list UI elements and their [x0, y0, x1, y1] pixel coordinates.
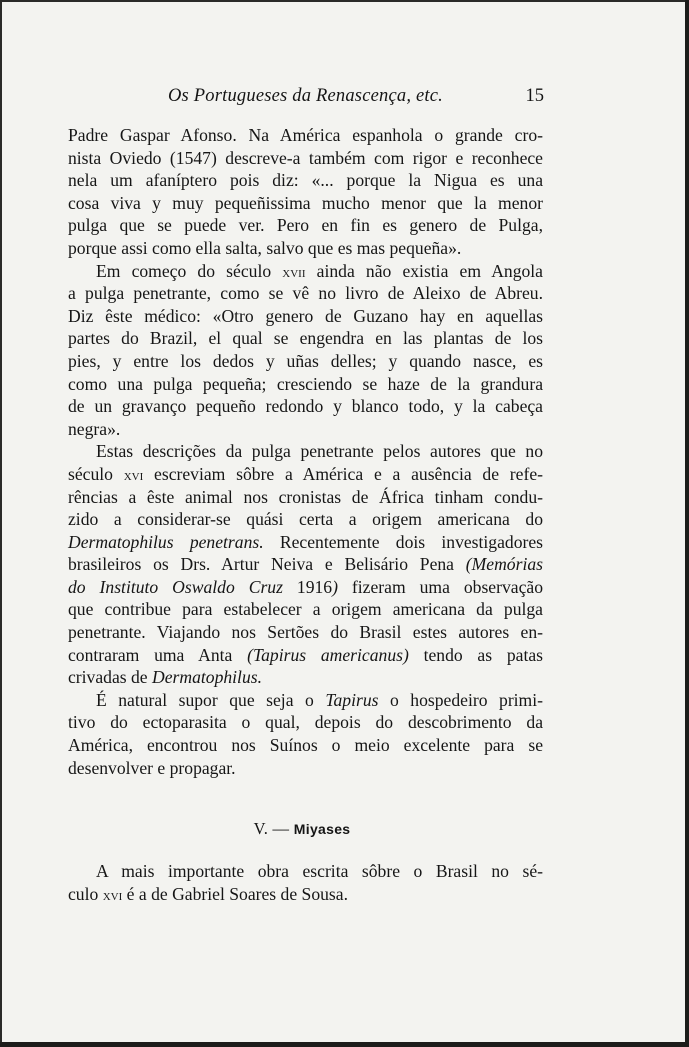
section-heading [2, 819, 602, 839]
text-line: partes do Brazil, el qual se engendra en las plantas de los [68, 328, 543, 349]
text-line: América, encontrou nos Suínos o meio excelente para se [68, 735, 543, 756]
text-span: tendo as patas [408, 644, 543, 665]
century-numeral: xvii [282, 264, 306, 281]
text-span: contraram uma Anta [68, 644, 248, 665]
text-line: pies, y entre los dedos y uñas delles; y quando nasce, es [68, 350, 543, 371]
text-span: culo [68, 883, 103, 904]
text-line [68, 666, 543, 689]
text-line: rências a êste animal nos cronistas de África tinham condu- [68, 486, 543, 507]
text-line: nista Oviedo (1547) descreve-a também com rigor e reconhece [68, 147, 543, 168]
text-line: porque assi como ella salta, salvo que es mas pequeña». [68, 237, 462, 258]
text-line [68, 576, 543, 599]
text-span: ainda não existia em Angola [305, 260, 543, 281]
text-line: cosa viva y muy pequeñissima mucho menor que la menor [68, 192, 543, 213]
text-line [68, 463, 543, 486]
citation-year: 1916 [282, 576, 333, 597]
text-line: a pulga penetrante, como se vê no livro de Aleixo de Abreu. [68, 283, 543, 304]
text-line: Diz êste médico: «Otro genero de Guzano hay en aquellas [68, 305, 543, 326]
text-span: o hospedeiro primi- [378, 689, 543, 710]
species-name: Tapirus [325, 689, 379, 710]
species-name: (Tapirus americanus) [247, 644, 409, 665]
species-name: Dermatophilus penetrans. [68, 531, 264, 552]
text-span: escreviam sôbre a América e a ausência de refe- [143, 463, 543, 484]
scan-edge-bottom [0, 1042, 689, 1047]
text-line [68, 689, 543, 712]
text-line: que contribue para estabelecer a origem americana da pulga [68, 599, 543, 620]
text-line: desenvolver e propagar. [68, 757, 236, 778]
text-span: Em começo do século [96, 260, 283, 281]
text-line: tivo do ectoparasita o qual, depois do descobrimento da [68, 712, 543, 733]
text-line: Estas descrições da pulga penetrante pelos autores que no [96, 441, 543, 462]
text-span: Recentemente dois investigadores [263, 531, 544, 552]
text-span: é a de Gabriel Soares de Sousa. [122, 883, 348, 904]
book-page [2, 2, 685, 1042]
running-head [64, 86, 544, 116]
text-span: ) [332, 576, 338, 597]
citation-title: (Memórias [465, 554, 543, 575]
text-line [68, 260, 543, 283]
section-text-block [68, 860, 543, 905]
century-numeral: xvi [123, 467, 144, 484]
species-name: Dermatophilus. [152, 667, 262, 688]
citation-title: do Instituto Oswaldo Cruz [68, 576, 283, 597]
section-title: Miyases [293, 821, 351, 837]
text-span: crivadas de [68, 667, 153, 688]
text-line: zido a considerar-se quási certa a origem americana do [68, 509, 543, 530]
main-text-block [68, 124, 543, 779]
text-line [68, 553, 543, 576]
text-line [68, 644, 543, 667]
text-line: pulga que se puede ver. Pero en fin es genero de Pulga, [68, 215, 543, 236]
text-span: século [68, 463, 124, 484]
text-line: A mais importante obra escrita sôbre o Brasil no sé- [96, 861, 543, 881]
page-number: 15 [525, 86, 544, 106]
scan-edge-right [685, 0, 689, 1047]
running-head-title: Os Portugueses da Renascença, etc. [168, 86, 443, 106]
text-span: fizeram uma observação [337, 576, 543, 597]
text-line: nela um afaníptero pois diz: «... porque la Nigua es una [68, 170, 543, 191]
text-line: negra». [68, 418, 121, 439]
text-line [68, 531, 543, 554]
text-span: É natural supor que seja o [96, 689, 326, 710]
text-line: penetrante. Viajando nos Sertões do Brasil estes autores en- [68, 622, 543, 643]
text-line [68, 883, 543, 906]
text-line: como una pulga pequeña; cresciendo se haze de la grandura [68, 373, 543, 394]
section-number: V. — [253, 819, 290, 838]
century-numeral: xvi [102, 887, 123, 904]
text-line: Padre Gaspar Afonso. Na América espanhola o grande cro- [68, 125, 543, 145]
text-span: brasileiros os Drs. Artur Neiva e Belisário Pena [68, 554, 466, 575]
text-line: de un gravanço pequeño redondo y blanco todo, y la cabeça [68, 396, 543, 417]
